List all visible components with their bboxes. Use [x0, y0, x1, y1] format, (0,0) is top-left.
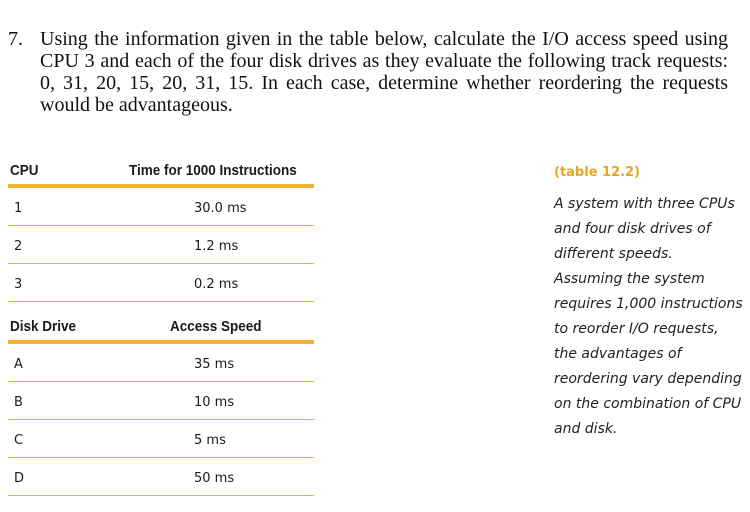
question-7 — [8, 28, 728, 116]
cpu-table-header — [8, 162, 314, 188]
description-line: requires 1,000 instructions — [554, 296, 743, 312]
description-line: and four disk drives of — [554, 221, 711, 237]
table-row — [8, 264, 314, 302]
table-row — [8, 188, 314, 226]
disk-id: A — [14, 357, 23, 372]
disk-id: D — [14, 471, 25, 486]
disk-speed: 35 ms — [194, 357, 235, 372]
cpu-id: 3 — [14, 277, 23, 292]
cpu-column-header: CPU — [10, 162, 39, 179]
table-row — [8, 344, 314, 382]
table-caption-sidebar — [554, 165, 750, 442]
disk-id: B — [14, 395, 23, 410]
disk-speed: 5 ms — [194, 433, 226, 448]
disk-table — [8, 318, 314, 496]
table-row — [8, 420, 314, 458]
table-row — [8, 458, 314, 496]
time-column-header: Time for 1000 Instructions — [129, 162, 297, 179]
speed-column-header: Access Speed — [170, 318, 262, 335]
disk-table-header — [8, 318, 314, 344]
table-caption: (table 12.2) — [554, 165, 641, 180]
description-line: the advantages of — [554, 346, 682, 362]
question-text: Using the information given in the table below, calculate the I/O access speed using CPU 3 and each of the four disk drives as they evaluate the following track requests: 0, 31, 20, 15, 20, 31, 15. In each case, determine whether reordering the requests would be advantageous. — [40, 28, 728, 116]
table-row — [8, 226, 314, 264]
question-number: 7. — [8, 28, 23, 50]
disk-speed: 50 ms — [194, 471, 235, 486]
cpu-time: 30.0 ms — [194, 201, 247, 216]
description-line: A system with three CPUs — [554, 196, 735, 212]
table-row — [8, 382, 314, 420]
description-line: Assuming the system — [554, 271, 705, 287]
disk-column-header: Disk Drive — [10, 318, 77, 335]
table-description — [554, 192, 750, 442]
description-line: different speeds. — [554, 246, 673, 262]
cpu-id: 2 — [14, 239, 23, 254]
cpu-time: 1.2 ms — [194, 239, 239, 254]
disk-speed: 10 ms — [194, 395, 235, 410]
description-line: on the combination of CPU — [554, 396, 742, 412]
cpu-time: 0.2 ms — [194, 277, 239, 292]
disk-id: C — [14, 433, 24, 448]
cpu-id: 1 — [14, 201, 23, 216]
description-line: reordering vary depending — [554, 371, 742, 387]
cpu-table — [8, 162, 314, 302]
description-line: to reorder I/O requests, — [554, 321, 719, 337]
description-line: and disk. — [554, 421, 618, 437]
